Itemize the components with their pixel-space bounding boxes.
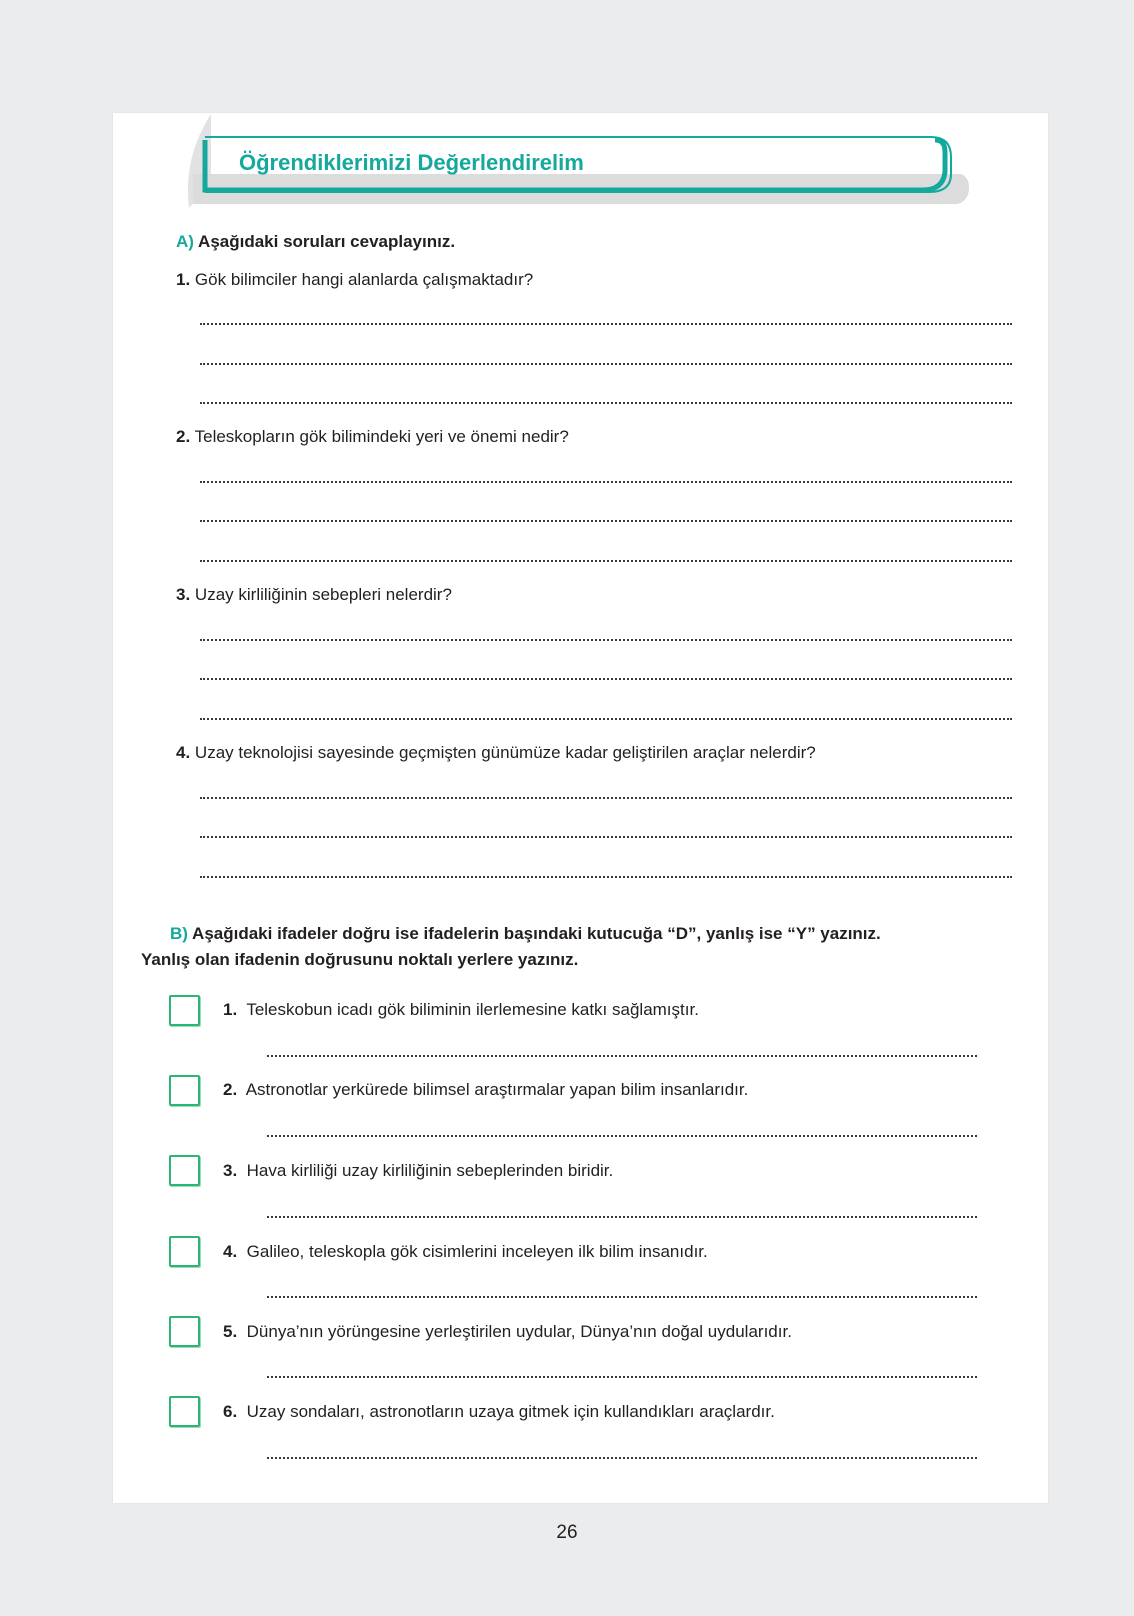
answer-line[interactable] (200, 363, 1012, 365)
question-4 (176, 743, 816, 763)
page-number: 26 (556, 1522, 578, 1543)
answer-line[interactable] (200, 639, 1012, 641)
answer-line[interactable] (200, 481, 1012, 483)
statement-1 (223, 1000, 699, 1020)
answer-checkbox[interactable] (169, 995, 200, 1026)
question-1 (176, 270, 533, 290)
section-b-title-line1: Aşağıdaki ifadeler doğru ise ifadelerin başındaki kutucuğa “D”, yanlış ise “Y” yazınız. (192, 924, 881, 943)
question-text: Uzay teknolojisi sayesinde geçmişten günümüze kadar geliştirilen araçlar nelerdir? (194, 743, 816, 762)
statement-number: 5. (223, 1322, 238, 1341)
correction-line[interactable] (267, 1457, 977, 1459)
section-b-heading-line1 (170, 924, 881, 944)
section-a-heading (176, 232, 455, 252)
statement-text: Hava kirliliği uzay kirliliğinin sebeplerinden biridir. (246, 1161, 614, 1180)
answer-line[interactable] (200, 797, 1012, 799)
worksheet-page (113, 113, 1048, 1503)
statement-text: Astronotlar yerkürede bilimsel araştırmalar yapan bilim insanlarıdır. (245, 1080, 749, 1099)
question-number: 3. (176, 585, 191, 604)
statement-text: Teleskobun icadı gök biliminin ilerlemesine katkı sağlamıştır. (246, 1000, 699, 1019)
answer-checkbox[interactable] (169, 1155, 200, 1186)
correction-line[interactable] (267, 1296, 977, 1298)
correction-line[interactable] (267, 1135, 977, 1137)
answer-line[interactable] (200, 678, 1012, 680)
correction-line[interactable] (267, 1216, 977, 1218)
question-text: Teleskopların gök bilimindeki yeri ve önemi nedir? (194, 427, 569, 446)
statement-text: Galileo, teleskopla gök cisimlerini inceleyen ilk bilim insanıdır. (246, 1242, 708, 1261)
answer-line[interactable] (200, 718, 1012, 720)
answer-checkbox[interactable] (169, 1075, 200, 1106)
correction-line[interactable] (267, 1055, 977, 1057)
statement-number: 6. (223, 1402, 238, 1421)
answer-line[interactable] (200, 323, 1012, 325)
statement-6 (223, 1402, 775, 1422)
page-title: Öğrendiklerimizi Değerlendirelim (239, 150, 584, 175)
question-number: 2. (176, 427, 191, 446)
answer-line[interactable] (200, 560, 1012, 562)
section-a-title: Aşağıdaki soruları cevaplayınız. (198, 232, 456, 251)
question-text: Uzay kirliliğinin sebepleri nelerdir? (194, 585, 452, 604)
statement-number: 2. (223, 1080, 238, 1099)
question-number: 4. (176, 743, 191, 762)
statement-number: 4. (223, 1242, 238, 1261)
question-3 (176, 585, 452, 605)
answer-checkbox[interactable] (169, 1236, 200, 1267)
question-2 (176, 427, 569, 447)
correction-line[interactable] (267, 1376, 977, 1378)
statement-number: 1. (223, 1000, 238, 1019)
section-b-letter: B) (170, 924, 188, 943)
question-text: Gök bilimciler hangi alanlarda çalışmaktadır? (194, 270, 534, 289)
section-b-title-line2: Yanlış olan ifadenin doğrusunu noktalı yerlere yazınız. (141, 950, 579, 969)
answer-line[interactable] (200, 520, 1012, 522)
statement-5 (223, 1322, 792, 1342)
question-number: 1. (176, 270, 191, 289)
statement-text: Uzay sondaları, astronotların uzaya gitmek için kullandıkları araçlardır. (246, 1402, 775, 1421)
answer-line[interactable] (200, 402, 1012, 404)
header-banner (183, 112, 983, 212)
answer-checkbox[interactable] (169, 1316, 200, 1347)
statement-text: Dünya’nın yörüngesine yerleştirilen uydular, Dünya’nın doğal uydularıdır. (246, 1322, 792, 1341)
answer-line[interactable] (200, 836, 1012, 838)
answer-line[interactable] (200, 876, 1012, 878)
statement-number: 3. (223, 1161, 238, 1180)
answer-checkbox[interactable] (169, 1396, 200, 1427)
section-a-letter: A) (176, 232, 194, 251)
statement-2 (223, 1080, 748, 1100)
statement-4 (223, 1242, 708, 1262)
statement-3 (223, 1161, 613, 1181)
